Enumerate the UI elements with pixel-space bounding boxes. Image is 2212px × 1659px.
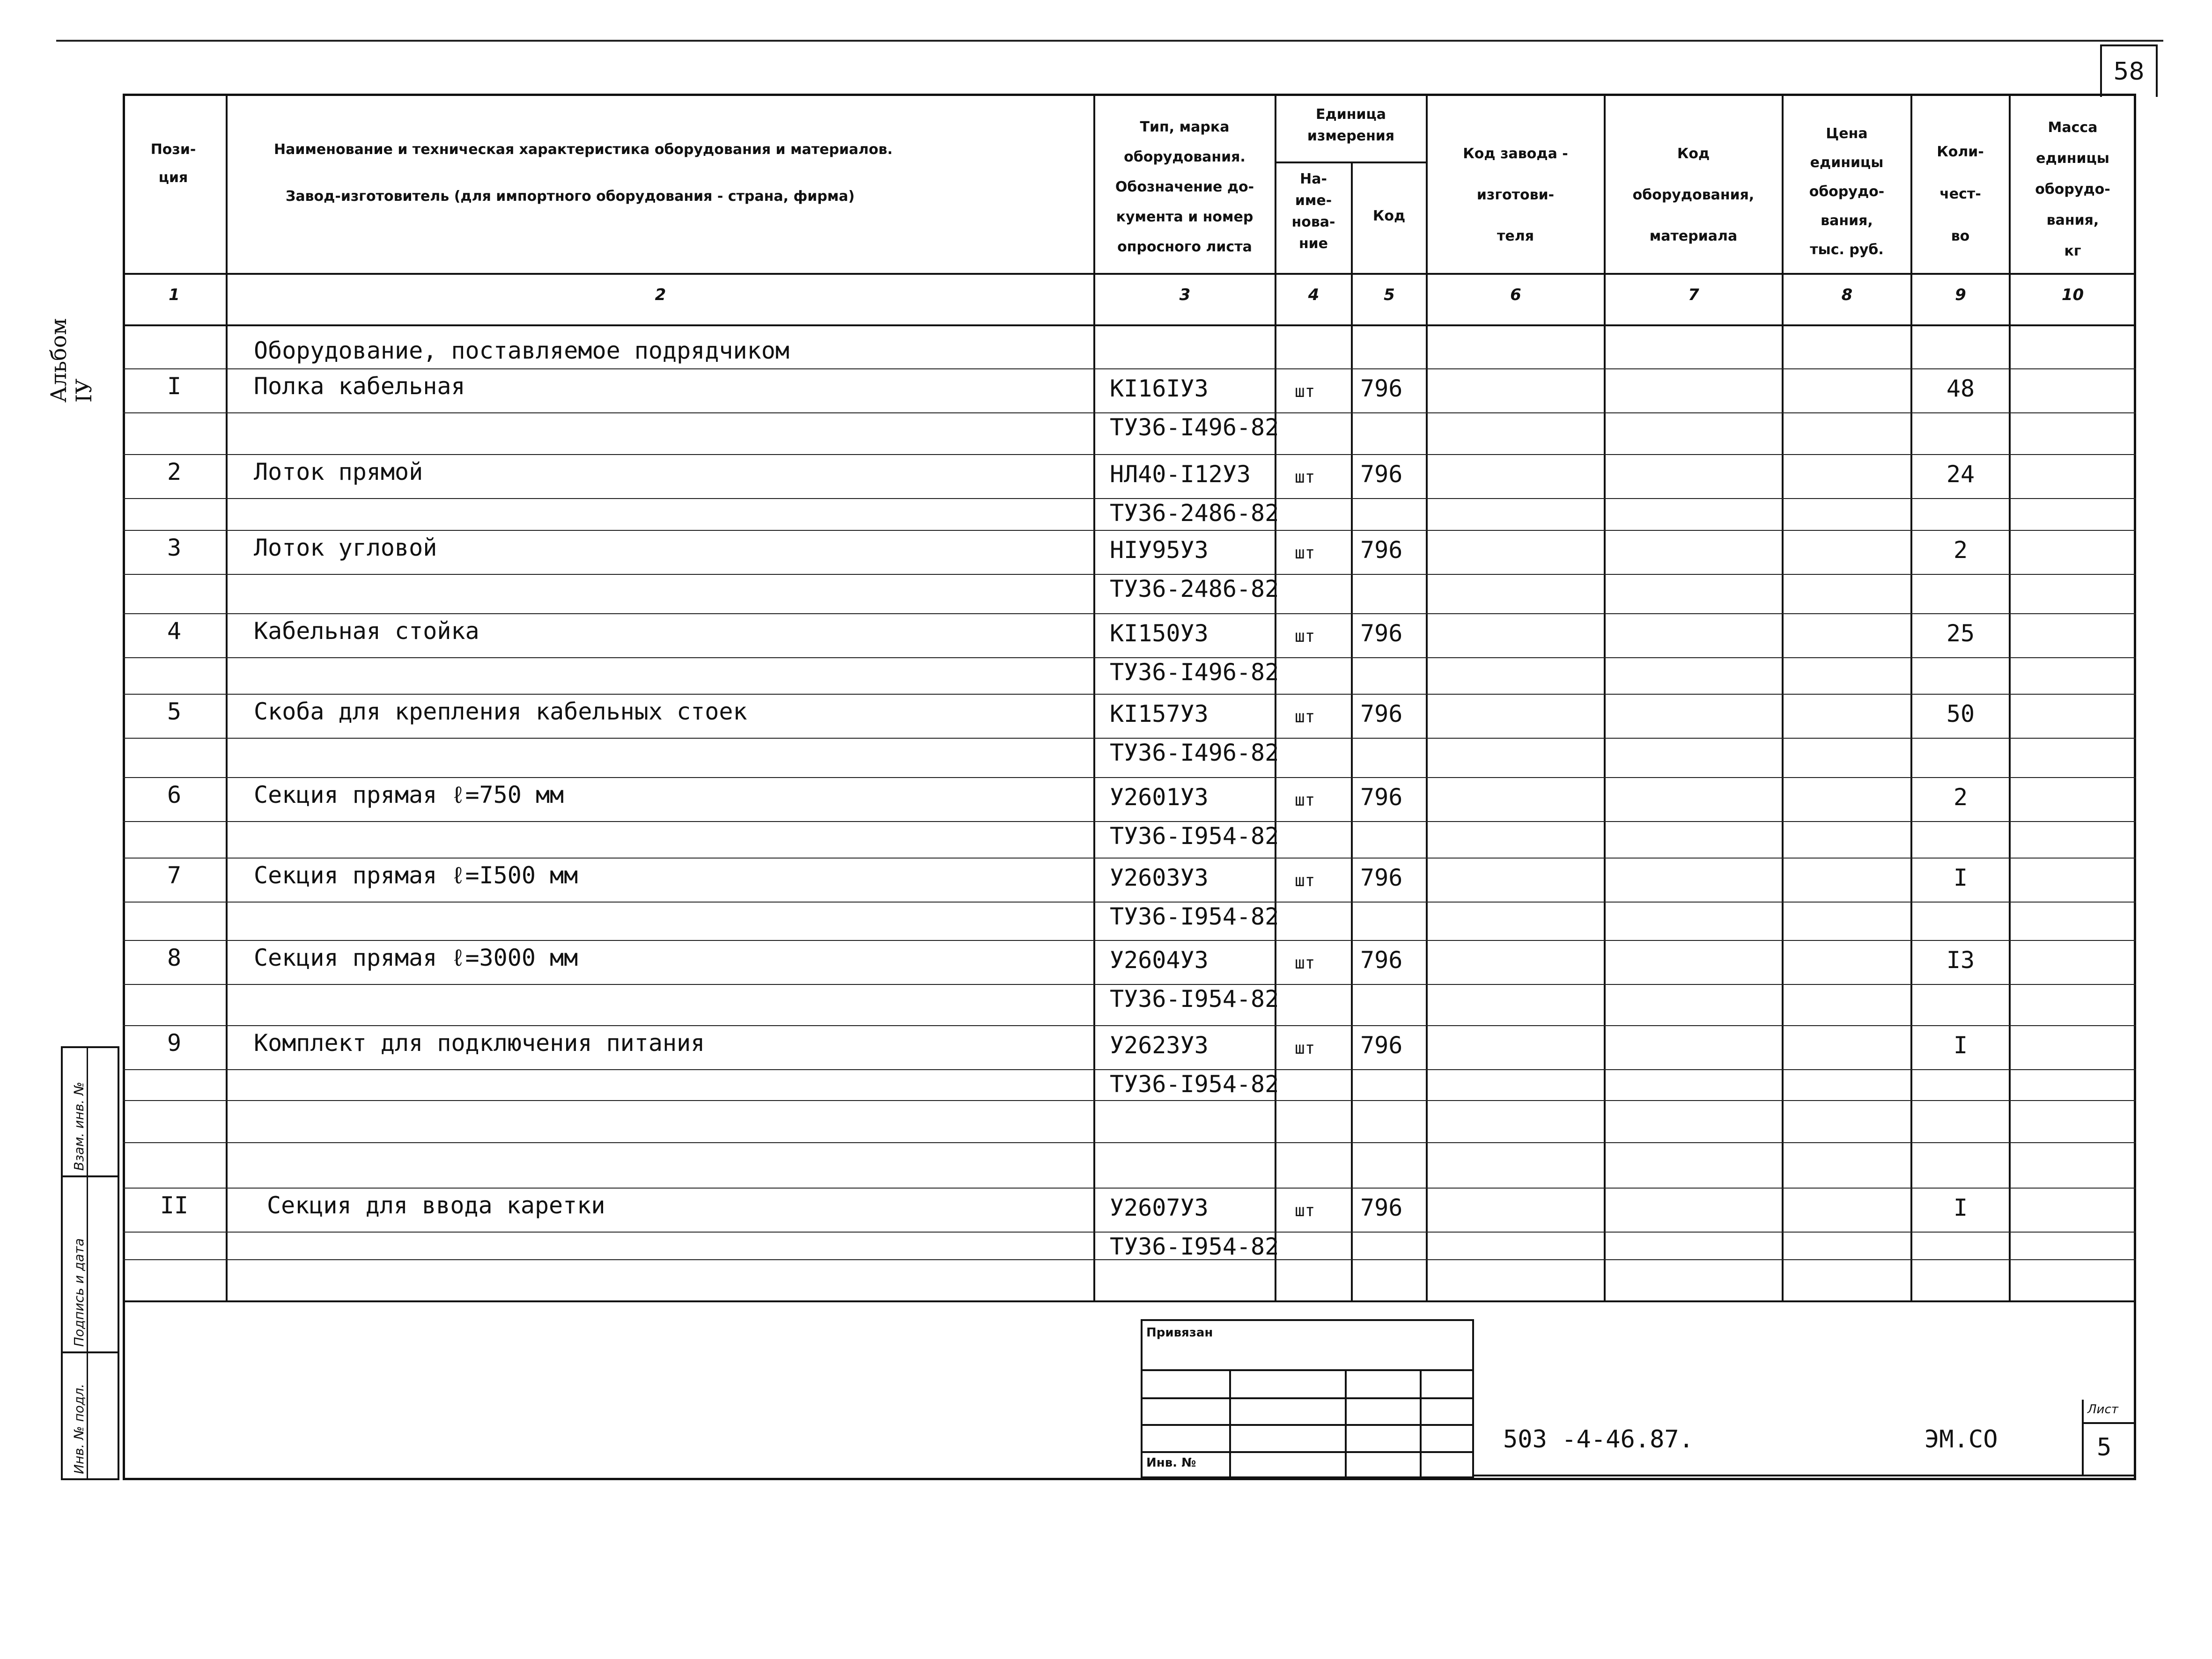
doc-cell: ТУ36-I954-82 (1110, 1071, 1279, 1098)
col-divider-5 (1426, 94, 1428, 1301)
header-unit-mass: Масса единицы оборудо- вания, кг (2035, 119, 2110, 259)
document-code: 503 -4-46.87. (1503, 1425, 1694, 1453)
side-stamp-replace-inv (61, 1046, 119, 1177)
side-stamp-divider (87, 1046, 88, 1480)
side-stamp-sign-date (61, 1175, 119, 1353)
column-number: 9 (1955, 286, 1966, 304)
col-divider-1 (226, 94, 228, 1301)
type-cell: У2623УЗ (1110, 1032, 1209, 1059)
quantity-cell: I3 (1946, 947, 1975, 974)
tb-line (1141, 1451, 1474, 1453)
position-cell: 5 (167, 698, 182, 725)
header-position: Пози- ция (150, 141, 196, 186)
unit-code-cell: 796 (1360, 1032, 1403, 1059)
item-name-cell: Полка кабельная (254, 373, 465, 400)
doc-cell: ТУ36-2486-82 (1110, 499, 1279, 527)
position-cell: 6 (167, 781, 182, 808)
tb-bottom-line (1474, 1475, 2136, 1476)
column-number: 3 (1179, 286, 1191, 304)
unit-code-cell: 796 (1360, 461, 1403, 488)
unit-code-cell: 796 (1360, 864, 1403, 891)
unit-cell: шт (1295, 954, 1315, 973)
section-title: Оборудование, поставляемое подрядчиком (254, 337, 789, 364)
position-cell: II (160, 1192, 189, 1219)
item-name-cell: Секция прямая ℓ=3000 мм (254, 944, 578, 971)
header-unit-code: Код (1372, 208, 1406, 224)
unit-cell: шт (1295, 543, 1315, 563)
unit-code-cell: 796 (1360, 1194, 1403, 1221)
doc-cell: ТУ36-2486-82 (1110, 575, 1279, 602)
position-cell: I (167, 373, 182, 400)
col-divider-6 (1604, 94, 1606, 1301)
tb-vline (1345, 1369, 1347, 1478)
item-name-cell: Секция прямая ℓ=I500 мм (254, 862, 578, 889)
unit-code-cell: 796 (1360, 784, 1403, 811)
position-cell: 9 (167, 1029, 182, 1057)
title-block-inv-no: Инв. № (1146, 1456, 1196, 1470)
item-name-cell: Секция прямая ℓ=750 мм (254, 781, 564, 808)
sheet-label-line (2082, 1422, 2134, 1424)
item-name-cell: Кабельная стойка (254, 617, 479, 645)
quantity-cell: I (1953, 1032, 1968, 1059)
position-cell: 8 (167, 944, 182, 971)
quantity-cell: 2 (1953, 536, 1968, 564)
table-bottom-line (123, 1300, 2136, 1302)
position-cell: 7 (167, 862, 182, 889)
header-type: Тип, марка оборудования. Обозначение до- кумента и номер опросного листа (1115, 119, 1254, 255)
header-unit-group: Единица измерения (1307, 106, 1395, 144)
row-line (123, 858, 2136, 859)
type-cell: У2603УЗ (1110, 864, 1209, 891)
unit-cell: шт (1295, 1039, 1315, 1058)
column-number: 10 (2061, 286, 2084, 304)
numbers-bottom-line (123, 324, 2136, 326)
type-cell: КI16IУЗ (1110, 375, 1209, 402)
column-number: 8 (1841, 286, 1853, 304)
unit-cell: шт (1295, 468, 1315, 487)
quantity-cell: 25 (1946, 620, 1975, 647)
side-label-replace-inv: Взам. инв. № (71, 1081, 87, 1171)
quantity-cell: 24 (1946, 461, 1975, 488)
quantity-cell: 2 (1953, 784, 1968, 811)
quantity-cell: 50 (1946, 700, 1975, 727)
row-line (123, 1188, 2136, 1189)
doc-cell: ТУ36-I954-82 (1110, 985, 1279, 1013)
tb-line (1141, 1397, 1474, 1399)
col-divider-9 (2009, 94, 2011, 1301)
position-cell: 4 (167, 617, 182, 645)
unit-cell: шт (1295, 627, 1315, 646)
header-unit-name: На- име- нова- ние (1291, 171, 1335, 252)
column-number: 1 (169, 286, 180, 304)
unit-cell: шт (1295, 791, 1315, 810)
unit-code-cell: 796 (1360, 947, 1403, 974)
item-name-cell: Комплект для подключения питания (254, 1029, 705, 1057)
header-quantity: Коли- чест- во (1937, 144, 1984, 244)
unit-cell: шт (1295, 382, 1315, 401)
position-cell: 2 (167, 458, 182, 485)
side-label-inv-orig: Инв. № подл. (71, 1383, 87, 1474)
column-number: 6 (1510, 286, 1521, 304)
album-label: Альбом IУ (46, 318, 96, 403)
col-divider-3 (1275, 94, 1276, 1301)
sheet-label: Лист (2087, 1402, 2118, 1417)
quantity-cell: I (1953, 1194, 1968, 1221)
row-line (123, 694, 2136, 695)
row-line (123, 613, 2136, 614)
tb-line (1141, 1424, 1474, 1426)
row-line (123, 1142, 2136, 1143)
col-divider-8 (1910, 94, 1912, 1301)
header-equipment-code: Код оборудования, материала (1632, 146, 1755, 244)
type-cell: У2607УЗ (1110, 1194, 1209, 1221)
unit-code-cell: 796 (1360, 620, 1403, 647)
top-rule (56, 40, 2163, 42)
row-line (123, 777, 2136, 778)
row-line (123, 1100, 2136, 1101)
row-line (123, 454, 2136, 455)
position-cell: 3 (167, 534, 182, 561)
unit-cell: шт (1295, 1201, 1315, 1220)
column-number: 7 (1688, 286, 1699, 304)
type-cell: КI150УЗ (1110, 620, 1209, 647)
item-name-cell: Секция для ввода каретки (267, 1192, 605, 1219)
unit-code-cell: 796 (1360, 375, 1403, 402)
column-number: 2 (655, 286, 666, 304)
column-number: 5 (1384, 286, 1395, 304)
unit-code-cell: 796 (1360, 536, 1403, 564)
doc-cell: ТУ36-I496-82 (1110, 739, 1279, 766)
item-name-cell: Лоток прямой (254, 458, 423, 485)
header-factory-code: Код завода - изготови- теля (1463, 146, 1568, 244)
header-bottom-line (123, 273, 2136, 275)
doc-cell: ТУ36-I954-82 (1110, 1233, 1279, 1260)
quantity-cell: I (1953, 864, 1968, 891)
type-cell: НЛ40-I12УЗ (1110, 461, 1251, 488)
type-cell: КI157УЗ (1110, 700, 1209, 727)
item-name-cell: Скоба для крепления кабельных стоек (254, 698, 747, 725)
unit-cell: шт (1295, 707, 1315, 727)
side-label-sign-date: Подпись и дата (71, 1238, 87, 1347)
header-name-line2: Завод-изготовитель (для импортного оборудования - страна, фирма) (286, 188, 855, 205)
col-divider-2 (1093, 94, 1095, 1301)
title-block-attached: Привязан (1146, 1326, 1213, 1340)
unit-group-divider (1275, 161, 1428, 163)
doc-cell: ТУ36-I954-82 (1110, 903, 1279, 930)
item-name-cell: Лоток угловой (254, 534, 437, 561)
type-cell: У2601УЗ (1110, 784, 1209, 811)
page-number: 58 (2100, 44, 2158, 97)
tb-line (1141, 1369, 1474, 1371)
row-line (123, 940, 2136, 941)
sheet-number: 5 (2097, 1433, 2112, 1461)
side-stamp-inv-orig (61, 1351, 119, 1480)
doc-cell: ТУ36-I496-82 (1110, 659, 1279, 686)
document-mark: ЭМ.СО (1924, 1425, 1998, 1453)
column-number: 4 (1308, 286, 1320, 304)
doc-cell: ТУ36-I496-82 (1110, 414, 1279, 441)
type-cell: У2604УЗ (1110, 947, 1209, 974)
row-line (123, 1025, 2136, 1026)
tb-vline (1229, 1369, 1231, 1478)
type-cell: НIУ95УЗ (1110, 536, 1209, 564)
col-divider-4 (1351, 161, 1353, 1301)
header-unit-price: Цена единицы оборудо- вания, тыс. руб. (1809, 125, 1885, 258)
header-name-line1: Наименование и техническая характеристика оборудования и материалов. (274, 141, 893, 158)
unit-code-cell: 796 (1360, 700, 1403, 727)
row-line (123, 530, 2136, 531)
tb-vline (1420, 1369, 1422, 1478)
quantity-cell: 48 (1946, 375, 1975, 402)
unit-cell: шт (1295, 871, 1315, 890)
row-line (123, 368, 2136, 369)
doc-cell: ТУ36-I954-82 (1110, 822, 1279, 850)
col-divider-7 (1782, 94, 1784, 1301)
